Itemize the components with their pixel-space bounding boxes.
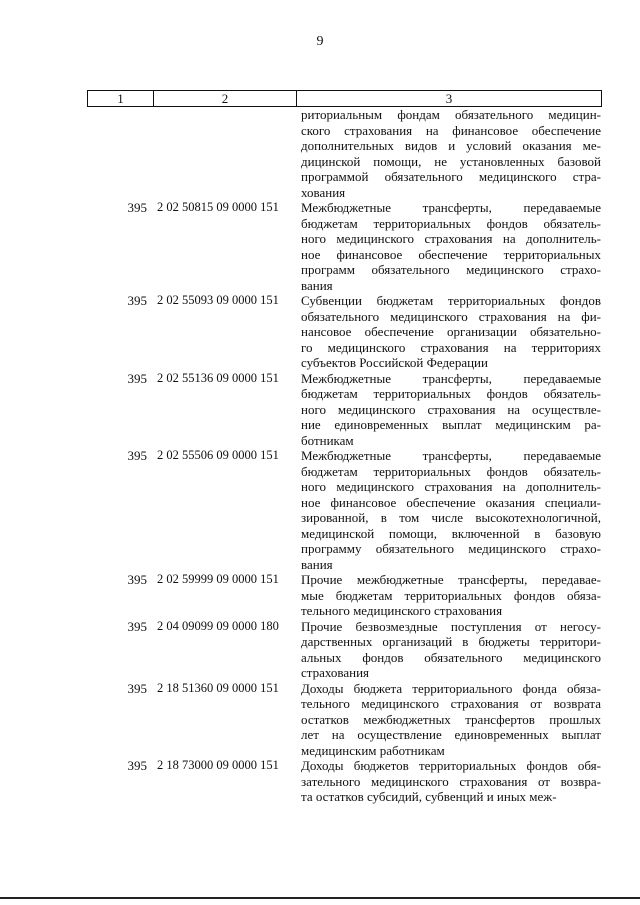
text-line: вания [301, 556, 333, 572]
table-row [87, 681, 602, 759]
text-line: Прочие безвозмездные поступления от негосу- [301, 618, 601, 634]
page-number: 9 [316, 34, 324, 49]
column-header-3: 3 [445, 91, 453, 106]
table-row [87, 619, 602, 681]
income-code: 2 02 55506 09 0000 151 [157, 448, 279, 462]
text-line: Доходы бюджетов территориальных фондов обя- [301, 758, 601, 773]
continuation-text [301, 107, 601, 200]
text-line: бюджетам территориальных фондов обязатель- [301, 386, 601, 401]
text-line: ного медицинского страхования на дополнитель- [301, 231, 601, 246]
income-description [301, 681, 601, 759]
text-line: та остатков субсидий, субвенций и иных меж- [301, 789, 557, 804]
text-line: альных фондов обязательного медицинского [301, 649, 601, 665]
text-line: риториальным фондам обязательного медицин- [301, 107, 601, 122]
text-line: программу обязательного медицинского страхо- [301, 541, 601, 556]
text-line: дополнительных видов и условий оказания ме- [301, 138, 601, 153]
text-line: программой обязательного медицинского стра- [301, 169, 601, 184]
text-line: лет на осуществление единовременных выплат [301, 727, 601, 742]
table-header-row [87, 90, 602, 107]
text-line: страхования [301, 665, 370, 680]
income-code: 2 02 59999 09 0000 151 [157, 572, 279, 586]
text-line: Прочие межбюджетные трансферты, передавае- [301, 572, 601, 587]
income-description [301, 619, 601, 681]
text-line: остатков межбюджетных трансфертов прошлых [301, 711, 601, 727]
text-line: зательного медицинского страхования от возвра- [301, 773, 601, 789]
admin-code: 395 [127, 448, 147, 463]
text-line: мые бюджетам территориальных фондов обяза- [301, 587, 601, 603]
bottom-rule [0, 897, 640, 899]
income-description [301, 758, 601, 805]
income-description [301, 200, 601, 293]
income-description [301, 371, 601, 449]
text-line: ного медицинского страхования на осуществле- [301, 401, 601, 417]
text-line: Доходы бюджета территориального фонда обяза- [301, 680, 601, 696]
table-row [87, 371, 602, 449]
table-row [87, 293, 602, 371]
admin-code: 395 [127, 680, 147, 696]
text-line: ние единовременных выплат медицинским ра- [301, 417, 601, 432]
income-code: 2 18 73000 09 0000 151 [157, 758, 279, 772]
text-line: медицинской помощи, включенной в базовую [301, 525, 601, 541]
text-line: го медицинского страхования на территориях [301, 339, 601, 355]
table-row [87, 758, 602, 805]
income-description [301, 448, 601, 572]
text-line: Межбюджетные трансферты, передаваемые [301, 370, 601, 386]
income-code: 2 02 55136 09 0000 151 [157, 370, 279, 385]
admin-code: 395 [127, 293, 147, 308]
text-line: тельного медицинского страхования от возврата [301, 696, 601, 711]
admin-code: 395 [127, 618, 147, 634]
text-line: дарственных организаций в бюджеты территори- [301, 634, 601, 649]
text-line: ского страхования на финансовое обеспечение [301, 122, 601, 138]
text-line: дицинской помощи, не установленных базовой [301, 153, 601, 169]
text-line: субъектов Российской Федерации [301, 355, 488, 370]
income-description [301, 572, 601, 619]
text-line: вания [301, 277, 333, 293]
text-line: Межбюджетные трансферты, передаваемые [301, 200, 601, 215]
income-code: 2 02 55093 09 0000 151 [157, 293, 279, 307]
table-row [87, 448, 602, 572]
text-line: нансовое обеспечение организации обязательно- [301, 324, 601, 339]
admin-code: 395 [127, 200, 147, 215]
text-line: бюджетам территориальных фондов обязатель- [301, 463, 601, 479]
text-line: обязательного медицинского страхования на фи- [301, 308, 601, 324]
text-line: программ обязательного медицинского страхо- [301, 262, 601, 277]
text-line: медицинским работникам [301, 742, 445, 758]
admin-code: 395 [127, 758, 147, 773]
admin-code: 395 [127, 370, 147, 386]
income-description [301, 293, 601, 371]
income-code: 2 02 50815 09 0000 151 [157, 200, 279, 214]
table-body [87, 107, 602, 805]
text-line: Межбюджетные трансферты, передаваемые [301, 448, 601, 463]
column-header-1: 1 [88, 91, 154, 106]
text-line: тельного медицинского страхования [301, 603, 503, 618]
text-line: ного медицинского страхования на дополнитель- [301, 479, 601, 494]
income-code: 2 04 09099 09 0000 180 [157, 618, 279, 633]
text-line: ботникам [301, 432, 354, 448]
continuation-row [87, 107, 602, 200]
table-row [87, 200, 602, 293]
text-line: бюджетам территориальных фондов обязатель- [301, 215, 601, 231]
column-header-2: 2 [154, 91, 297, 106]
income-code: 2 18 51360 09 0000 151 [157, 680, 279, 695]
text-line: хования [301, 184, 346, 200]
text-line: зированной, в том числе высокотехнологичной, [301, 510, 601, 525]
text-line: ное финансовое обеспечение оказания специали- [301, 494, 601, 510]
text-line: Субвенции бюджетам территориальных фондов [301, 293, 601, 308]
admin-code: 395 [127, 572, 147, 587]
table-row [87, 572, 602, 619]
text-line: ное финансовое обеспечение территориальных [301, 246, 601, 262]
